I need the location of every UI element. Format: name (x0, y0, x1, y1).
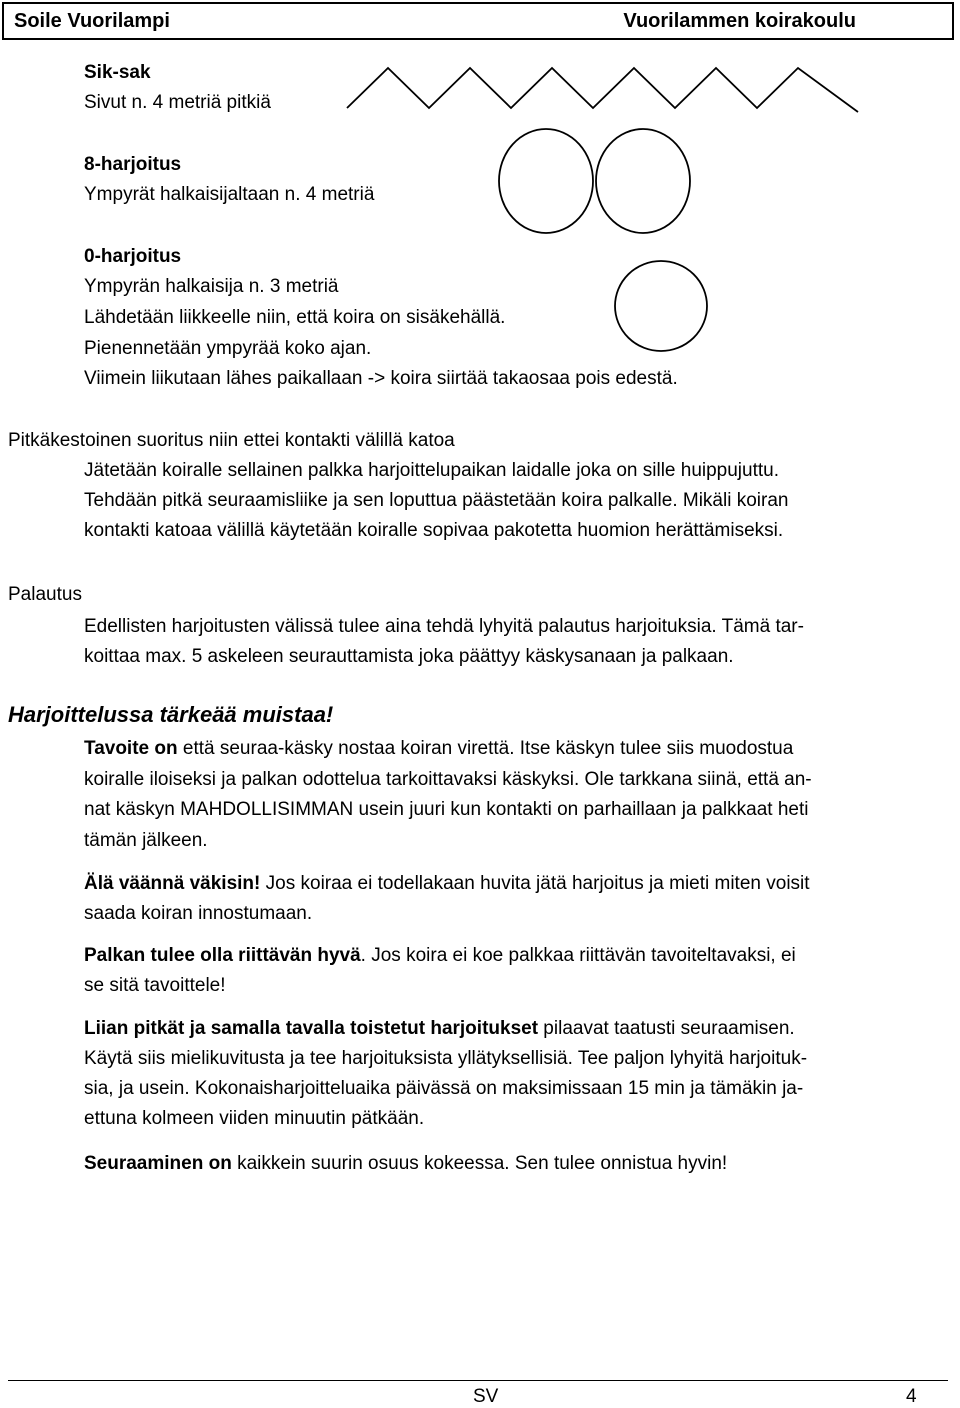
p5-bold: Seuraaminen on (84, 1153, 232, 1174)
long-body (84, 456, 944, 546)
long-line1: Jätetään koiralle sellainen palkka harjoittelupaikan laidalle joka on sille huippujuttu. (84, 460, 780, 481)
school-name: Vuorilammen koirakoulu (623, 9, 856, 32)
p2-line2: saada koiran innostumaan. (84, 903, 313, 924)
footer-divider (8, 1380, 948, 1381)
long-line3: kontakti katoaa välillä käytetään koiralle sopivaa pakotetta huomion herättämiseksi. (84, 520, 784, 541)
zero-line3: Pienennetään ympyrää koko ajan. (84, 338, 372, 359)
p1-bold: Tavoite on (84, 738, 178, 759)
long-title: Pitkäkestoinen suoritus niin ettei kontakti välillä katoa (8, 430, 455, 451)
page-number: 4 (906, 1386, 917, 1407)
feedback-body (84, 612, 944, 672)
important-p3 (84, 941, 944, 1001)
zero-title: 0-harjoitus (84, 246, 182, 267)
important-p4 (84, 1014, 944, 1134)
siksak-desc: Sivut n. 4 metriä pitkiä (84, 92, 271, 113)
p2-bold: Älä väännä väkisin! (84, 873, 261, 894)
p3-line2: se sitä tavoittele! (84, 975, 226, 996)
feedback-line1: Edellisten harjoitusten välissä tulee aina tehdä lyhyitä palautus harjoituksia. Tämä tar- (84, 616, 804, 637)
p2-line1: Jos koiraa ei todellakaan huvita jätä harjoitus ja mieti miten voisit (260, 873, 810, 894)
zero-circle (615, 261, 707, 351)
feedback-line2: koittaa max. 5 askeleen seurauttamista joka päättyy käskysanaan ja palkaan. (84, 646, 734, 667)
zero-line1: Ympyrän halkaisija n. 3 metriä (84, 276, 339, 297)
p4-bold: Liian pitkät ja samalla tavalla toistetut harjoitukset (84, 1018, 539, 1039)
important-p1 (84, 734, 944, 856)
p1-line1: että seuraa-käsky nostaa koiran virettä. Itse käskyn tulee siis muodostua (177, 738, 794, 759)
p3-bold: Palkan tulee olla riittävän hyvä (84, 945, 361, 966)
important-heading: Harjoittelussa tärkeää muistaa! (8, 702, 334, 727)
p4-line1: pilaavat taatusti seuraamisen. (538, 1018, 795, 1039)
eight-desc: Ympyrät halkaisijaltaan n. 4 metriä (84, 184, 375, 205)
long-line2: Tehdään pitkä seuraamisliike ja sen loputtua päästetään koira palkalle. Mikäli koiran (84, 490, 789, 511)
zero-line4: Viimein liikutaan lähes paikallaan -> koira siirtää takaosaa pois edestä. (84, 368, 678, 389)
p1-line2: koiralle iloiseksi ja palkan odottelua tarkoittavaksi käskyksi. Ole tarkkana siinä, että an- (84, 768, 812, 790)
p5-line1: kaikkein suurin osuus kokeessa. Sen tulee onnistua hyvin! (231, 1153, 728, 1174)
important-p2 (84, 869, 944, 929)
p3-line1: . Jos koira ei koe palkkaa riittävän tavoiteltavaksi, ei (360, 945, 796, 966)
important-p5 (84, 1149, 944, 1179)
zero-line2: Lähdetään liikkeelle niin, että koira on sisäkehällä. (84, 307, 506, 328)
feedback-title: Palautus (8, 584, 82, 605)
footer-initials: SV (473, 1386, 499, 1407)
p1-line3: nat käskyn MAHDOLLISIMMAN usein juuri kun kontakti on parhaillaan ja palkkaat heti (84, 799, 809, 820)
p4-line3: sia, ja usein. Kokonaisharjoitteluaika päivässä on maksimissaan 15 min ja tämäkin ja- (84, 1078, 804, 1099)
author-name: Soile Vuorilampi (14, 9, 170, 32)
eight-title: 8-harjoitus (84, 154, 182, 175)
circle-diagram (0, 0, 960, 360)
p4-line2: Käytä siis mielikuvitusta ja tee harjoituksista yllätyksellisiä. Tee paljon lyhyitä harjoituk- (84, 1048, 808, 1069)
p1-line4: tämän jälkeen. (84, 829, 208, 851)
p4-line4: ettuna kolmeen viiden minuutin pätkään. (84, 1108, 425, 1129)
siksak-title: Sik-sak (84, 62, 151, 83)
